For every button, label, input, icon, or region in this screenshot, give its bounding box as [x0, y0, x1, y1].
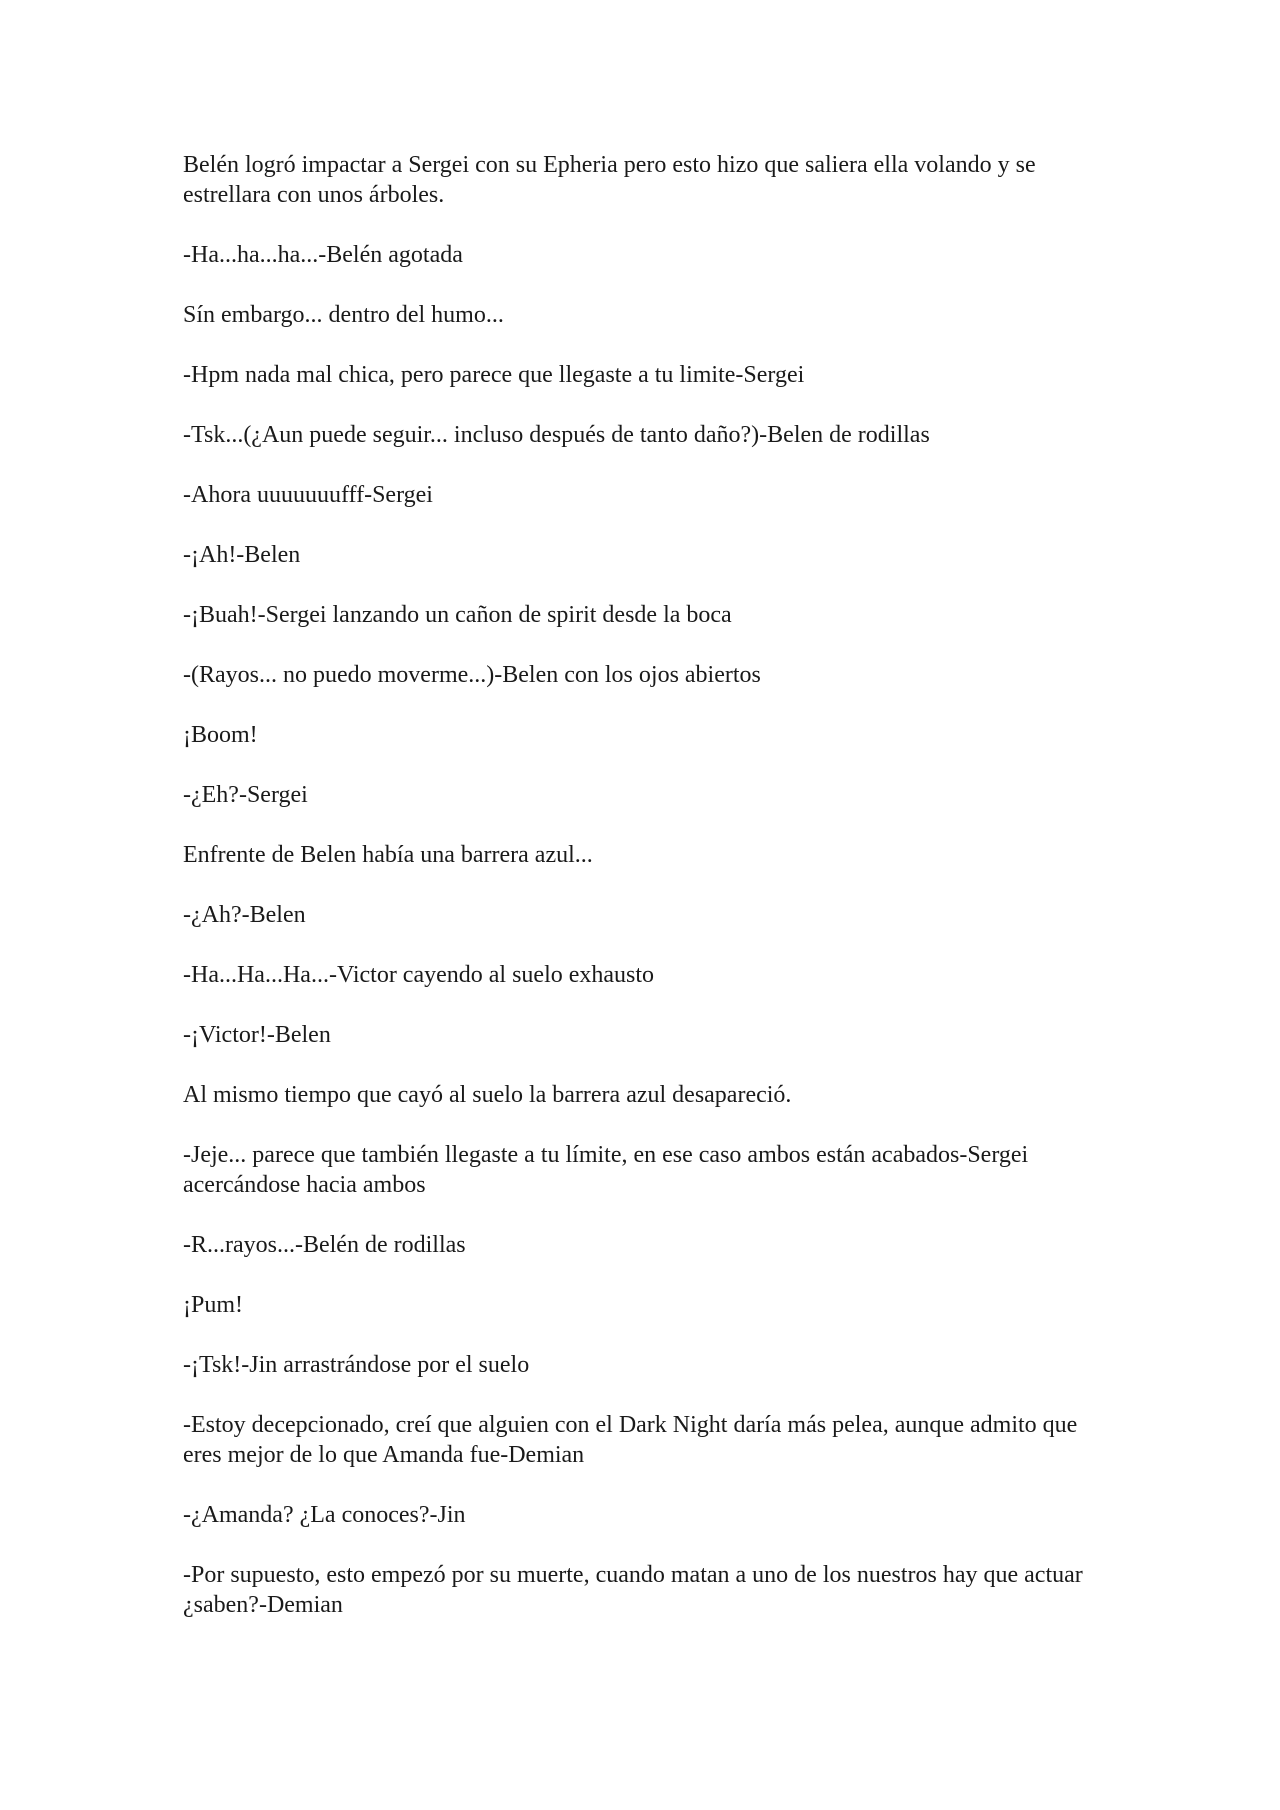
paragraph: -R...rayos...-Belén de rodillas	[183, 1232, 466, 1258]
paragraph: -¡Ah!-Belen	[183, 542, 301, 568]
paragraph: -Tsk...(¿Aun puede seguir... incluso después de tanto daño?)-Belen de rodillas	[183, 422, 930, 448]
paragraph: -¿Amanda? ¿La conoces?-Jin	[183, 1502, 466, 1528]
paragraph: -¿Eh?-Sergei	[183, 782, 308, 808]
paragraph: -Por supuesto, esto empezó por su muerte, cuando matan a uno de los nuestros hay que actuar ¿saben?-Demian	[183, 1562, 1083, 1618]
paragraph: -Ha...ha...ha...-Belén agotada	[183, 242, 463, 268]
paragraph: -Estoy decepcionado, creí que alguien con el Dark Night daría más pelea, aunque admito que eres mejor de lo que Amanda fue-Demian	[183, 1412, 1078, 1468]
paragraph: Sín embargo... dentro del humo...	[183, 302, 504, 328]
paragraph: -¡Victor!-Belen	[183, 1022, 331, 1048]
document-body	[183, 150, 1103, 1650]
paragraph: Enfrente de Belen había una barrera azul...	[183, 842, 593, 868]
paragraph: -Ahora uuuuuuufff-Sergei	[183, 482, 433, 508]
paragraph: -Hpm nada mal chica, pero parece que llegaste a tu limite-Sergei	[183, 362, 805, 388]
paragraph: -¡Tsk!-Jin arrastrándose por el suelo	[183, 1352, 530, 1378]
paragraph: ¡Pum!	[183, 1292, 243, 1318]
paragraph: Belén logró impactar a Sergei con su Epheria pero esto hizo que saliera ella volando y se estrellara con unos árboles.	[183, 152, 1036, 208]
paragraph: -(Rayos... no puedo moverme...)-Belen con los ojos abiertos	[183, 662, 761, 688]
paragraph: -¿Ah?-Belen	[183, 902, 306, 928]
paragraph: -Ha...Ha...Ha...-Victor cayendo al suelo exhausto	[183, 962, 655, 988]
paragraph: -¡Buah!-Sergei lanzando un cañon de spirit desde la boca	[183, 602, 732, 628]
paragraph: Al mismo tiempo que cayó al suelo la barrera azul desapareció.	[183, 1082, 792, 1108]
paragraph: -Jeje... parece que también llegaste a tu límite, en ese caso ambos están acabados-Sergei acercándose hacia ambos	[183, 1142, 1029, 1198]
paragraph: ¡Boom!	[183, 722, 258, 748]
